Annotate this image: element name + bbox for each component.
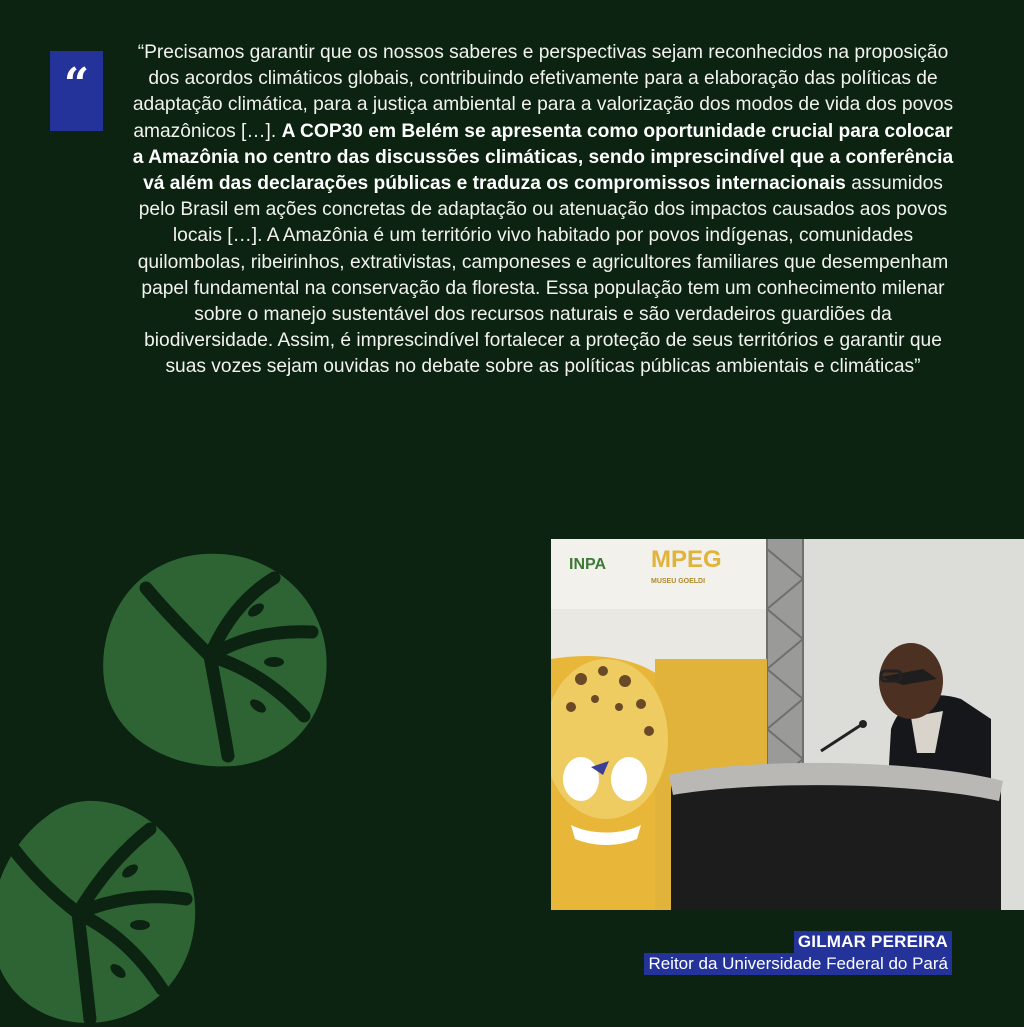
museu-goeldi-caption: MUSEU GOELDI [651,578,706,585]
quote-mark-icon: “ [50,51,103,131]
inpa-logo: INPA [569,556,607,573]
quote-text-part-2: assumidos pelo Brasil em ações concretas de adaptação ou atenuação dos impactos causados aos povos locais […]. A Amazônia é um território vivo habitado por povos indígenas, comunidades quilombolas, ribeirinhos, extrativistas, camponeses e agricultores familiares que desempenham papel fundamental na conservação da floresta. Essa população tem um conhecimento milenar sobre o manejo sustentável dos recursos naturais e são verdadeiros guardiões da biodiversidade. Assim, é imprescindível fortalecer a proteção de seus territórios e garantir que suas vozes sejam ouvidas no debate sobre as políticas públicas ambientais e climáticas” [137,173,949,378]
speaker-name: GILMAR PEREIRA [794,931,952,953]
speaker-photo [551,539,1024,910]
museu-goeldi-logo: MPEG [651,546,722,573]
quote-text [130,40,956,381]
monstera-leaf-icon [0,795,202,1027]
quote-text-highlight: A COP30 em Belém se apresenta como oportunidade crucial para colocar a Amazônia no centro das discussões climáticas, sendo imprescindível que a conferência vá além das declarações públicas e traduza os compromissos internacionais [132,120,954,195]
quote-text-part-1: “Precisamos garantir que os nossos saberes e perspectivas sejam reconhecidos na proposição dos acordos climáticos globais, contribuindo efetivamente para a elaboração das políticas de adaptação climática, para a justiça ambiental e para a valorização dos modos de vida dos povos amazônicos […]. [132,42,954,142]
speaker-role: Reitor da Universidade Federal do Pará [644,953,952,975]
monstera-leaf-icon [98,548,330,770]
